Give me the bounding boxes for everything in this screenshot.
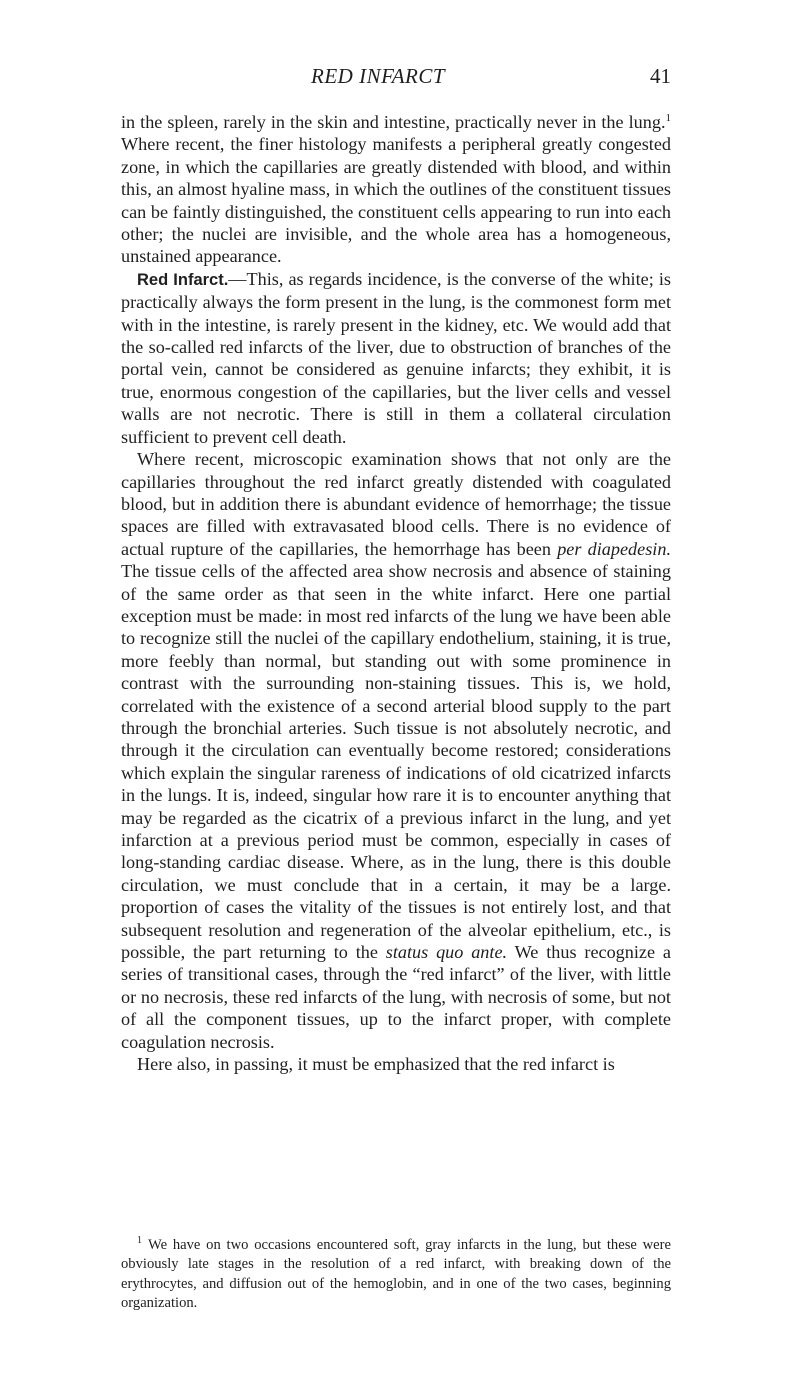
body-text [121, 111, 671, 1075]
paragraph-3-italic-status-quo-ante: status quo ante. [385, 942, 508, 963]
footnote-1 [121, 1236, 671, 1314]
paragraph-3-text-b: The tissue cells of the affected area show necrosis and absence of staining of the same order as that seen in the white infarct. Here one partial exception must be made: in most red infarcts of the lung we have been able to recognize still the nuclei of the capillary endothelium, staining, it is true, more feebly than normal, but standing out with some prominence in contrast with the surrounding non-staining tissues. This is, we hold, correlated with the existence of a second arterial blood supply to the part through the bronchial arteries. Such tissue is not absolutely necrotic, and through it the circulation can eventually become restored; considerations which explain the singular rareness of indications of old cicatrized infarcts in the lungs. It is, indeed, singular how rare it is to encounter anything that may be regarded as the cicatrix of a previous infarct in the lung, and yet infarction at a previous period must be common, especially in cases of long-standing cardiac disease. Where, as in the lung, there is this double circulation, we must conclude that in a certain, it may be a large. proportion of cases the vitality of the tissues is not entirely lost, and that subsequent resolution and regeneration of the alveolar epithelium, etc., is possible, the part returning to the [121, 561, 671, 963]
paragraph-1-text-a: in the spleen, rarely in the skin and intestine, practically never in the lung. [121, 112, 666, 132]
footnotes [121, 1236, 671, 1314]
page-header [121, 64, 671, 94]
paragraph-4-text: Here also, in passing, it must be emphasized that the red infarct is [137, 1054, 615, 1075]
paragraph-1 [121, 111, 671, 268]
paragraph-3-text-a: Where recent, microscopic examination shows that not only are the capillaries throughout the red infarct greatly distended with coagulated blood, but in addition there is abundant evidence of hemorrhage; the tissue spaces are filled with extravasated blood cells. There is no evidence of actual rupture of the capillaries, the hemorrhage has been [121, 449, 671, 559]
paragraph-2 [121, 268, 671, 448]
footnote-mark: 1 [137, 1235, 142, 1247]
paragraph-2-text: —This, as regards incidence, is the converse of the white; is practically always the form present in the lung, is the commonest form met with in the intestine, is rarely present in the kidney, etc. We would add that the so-called red infarcts of the liver, due to obstruction of branches of the portal vein, cannot be considered as genuine infarcts; they exhibit, it is true, enormous congestion of the capillaries, but the liver cells and vessel walls are not necrotic. There is still in them a collateral circulation sufficient to prevent cell death. [121, 268, 671, 447]
page-number: 41 [650, 64, 671, 88]
paragraph-3 [121, 448, 671, 1053]
paragraph-4 [121, 1053, 671, 1075]
section-heading-red-infarct: Red Infarct. [137, 270, 229, 289]
footnote-ref: 1 [665, 111, 671, 124]
paragraph-1-text-b: Where recent, the finer histology manifests a peripheral greatly congested zone, in which the capillaries are greatly distended with blood, and within this, an almost hyaline mass, in which the outlines of the constituent tissues can be faintly distinguished, the constituent cells appearing to run into each other; the nuclei are invisible, and the whole area has a homogeneous, unstained appearance. [121, 134, 671, 267]
paragraph-3-text-c: We thus recognize a series of transitional cases, through the “red infarct” of the liver, with little or no necrosis, these red infarcts of the lung, with necrosis of some, but not of all the component tissues, up to the infarct proper, with complete coagulation necrosis. [121, 942, 671, 1052]
running-head: RED INFARCT [311, 64, 446, 88]
paragraph-3-italic-per-diapedesin: per diapedesin. [557, 538, 671, 559]
footnote-text: We have on two occasions encountered soft, gray infarcts in the lung, but these were obviously late stages in the resolution of a red infarct, with breaking down of the erythrocytes, and diffusion out of the hemoglobin, and in one of the two cases, beginning organization. [121, 1237, 671, 1312]
